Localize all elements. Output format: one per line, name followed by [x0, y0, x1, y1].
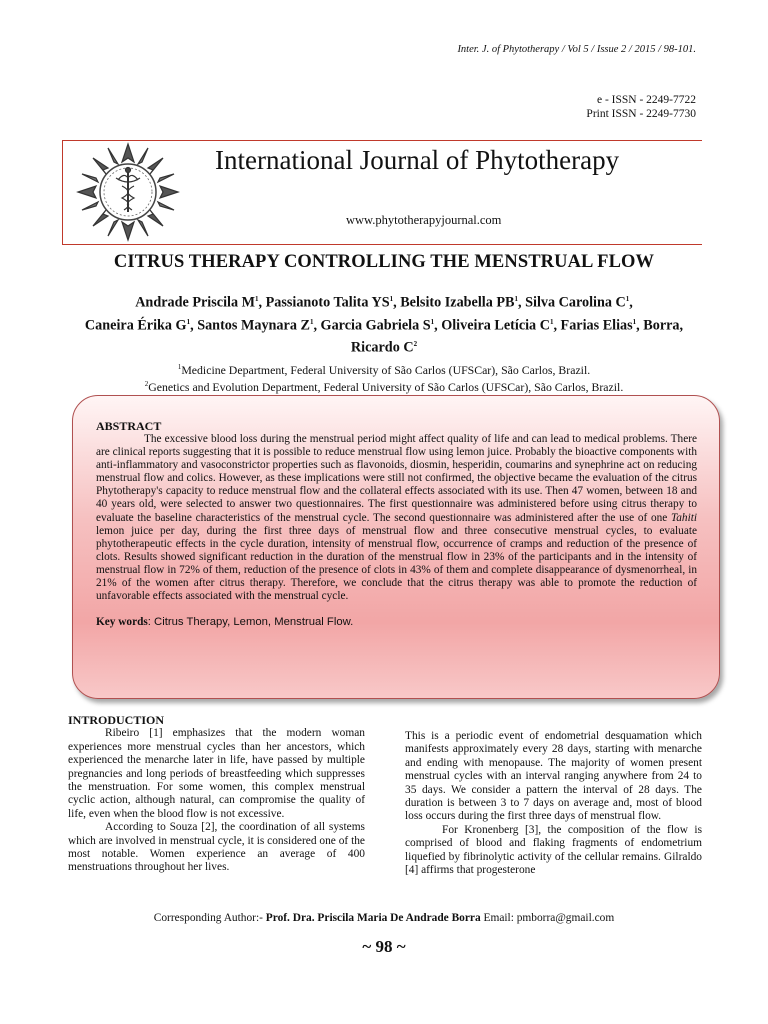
author-list: [60, 290, 708, 358]
author-name: Borra, Ricardo C: [350, 317, 684, 357]
author-name: Farias Elias: [560, 317, 633, 334]
corresponding-name: Prof. Dra. Priscila Maria De Andrade Borra: [265, 912, 481, 924]
caduceus-emblem-icon: [62, 140, 194, 244]
affiliation-1: [60, 360, 708, 377]
issn-block: [586, 93, 696, 121]
author-name: Passianoto Talita YS: [265, 294, 390, 311]
affiliation-marker: 2: [144, 379, 149, 388]
keywords: [96, 616, 697, 628]
affiliation-2: [60, 377, 708, 394]
author-affiliation-marker: 1: [389, 295, 394, 303]
right-column: [405, 730, 702, 877]
author-name: Santos Maynara Z: [197, 317, 310, 334]
abstract-italic-term: Tahiti: [671, 511, 697, 524]
author-name: Andrade Priscila M: [135, 294, 255, 311]
corresponding-label: Corresponding Author:-: [153, 912, 266, 924]
author-name: Caneira Érika G: [84, 317, 187, 334]
article-title: CITRUS THERAPY CONTROLLING THE MENSTRUAL FLOW: [113, 252, 655, 272]
author-line-2: Caneira Érika $G^1$, Santos Maynara $Z^1$, Garcia Gabriela $S^1$, Oliveira Letícia $C^1$, Farias Elias$^1$, Borra, Ricardo $C^2$: [84, 317, 684, 357]
author-affiliation-marker: 1: [625, 295, 630, 303]
author-affiliation-marker: 1: [309, 317, 314, 326]
eissn: e - ISSN - 2249-7722: [596, 94, 696, 106]
abstract-text-part: The excessive blood loss during the menstrual period might affect quality of life and can lead to medical problems. There are clinical reports suggesting that it is possible to reduce menstrual flow using lemon juice. Probably the bioactive components with anti-inflammatory and vasoconstrictor properties such as flavonoids, diosmin, hesperidin, coumarins and synephrine act on reducing menstrual flow and colics. However, as these implications were still not confirmed, the objective became the evaluation of the citrus Phytotherapy's capacity to reduce menstrual flow and the collateral effects associated with its use. Then 47 women, between 18 and 40 years old, were selected to answer two questionnaires. The first questionnaire was administered before using citrus therapy to evaluate the baseline characteristics of the menstrual cycle. The second questionnaire was administered after the use of one: [96, 433, 697, 524]
author-line-1: Andrade Priscila $M^1$, Passianoto Talita $YS^1$, Belsito Izabella $PB^1$, Silva Carolina $C^1$,: [135, 294, 633, 311]
author-name: Belsito Izabella PB: [400, 294, 515, 311]
header-rule-bottom: [62, 244, 702, 245]
abstract-heading: ABSTRACT: [96, 419, 162, 433]
journal-title: International Journal of Phytotherapy: [215, 145, 620, 175]
author-affiliation-marker: 1: [632, 317, 637, 326]
paragraph: For Kronenberg [3], the composition of the flow is comprised of blood and flaking fragments of endometrium liquefied by fibrinolytic activity of the cellular remains. Gilraldo [4] affirms that progesterone: [405, 823, 702, 877]
author-affiliation-marker: 1: [186, 317, 191, 326]
print-issn: Print ISSN - 2249-7730: [586, 108, 696, 120]
abstract-text: [96, 433, 697, 603]
paragraph: This is a periodic event of endometrial desquamation which manifests approximately every 28 days, starting with menarche and ending with menopause. The majority of women present menstrual cycles with an interval ranging anywhere from 24 to 35 days. We consider a pattern the interval of 28 days. The duration is between 3 to 7 days on average and, most of blood loss occurs during the first three days of menstrual flow.: [405, 730, 702, 823]
author-name: Silva Carolina C: [525, 294, 626, 311]
journal-reference: Inter. J. of Phytotherapy / Vol 5 / Issue 2 / 2015 / 98-101.: [457, 44, 696, 55]
author-affiliation-marker: 2: [413, 340, 418, 349]
author-name: Oliveira Letícia C: [441, 317, 550, 334]
paragraph: Ribeiro [1] emphasizes that the modern woman experiences more menstrual cycles than her ancestors, which experienced the menarche later in life, have passed by multiple pregnancies and long periods of breastfeeding which suppresses the menstruation. For some women, this complex menstrual cyclic action, although natural, can compromise the quality of life, even when the blood flow is not excessive.: [68, 727, 365, 820]
affiliation-text: Genetics and Evolution Department, Federal University of São Carlos (UFSCar), São Carlos, Brazil.: [148, 379, 624, 394]
affiliation-marker: 1: [177, 363, 182, 371]
corresponding-email[interactable]: Email: pmborra@gmail.com: [480, 912, 615, 924]
paragraph: According to Souza [2], the coordination of all systems which are involved in menstrual cycle, it is considered one of the most notable. Women experience an average of 400 menstruations throughout her lives.: [68, 821, 365, 874]
keywords-list: : Citrus Therapy, Lemon, Menstrual Flow.: [147, 616, 354, 629]
keywords-label: Key words: [96, 616, 148, 629]
author-affiliation-marker: 1: [254, 295, 259, 303]
author-affiliation-marker: 1: [514, 295, 519, 303]
page-number: ~ 98 ~: [362, 937, 406, 956]
abstract-box: [72, 395, 720, 699]
left-column: [68, 714, 365, 875]
abstract-text-part: lemon juice per day, during the first three days of menstrual flow and three consecutive menstrual cycles, to evaluate phytotherapeutic effects in the cycle duration, intensity of menstrual flow, occurrence of cramps and reduction of the presence of clots. Results showed significant reduction in the duration of the menstrual flow in 23% of the participants and in the intensity of menstrual flow in 72% of them, reduction of the presence of clots in 43% of them and complete disappearance of dysmenorrheal, in 21% of the women after citrus therapy. Therefore, we conclude that the citrus therapy was able to promote the reduction of unfavorable effects associated with the menstrual cycle.: [96, 524, 697, 603]
affiliation-text: Medicine Department, Federal University of São Carlos (UFSCar), São Carlos, Brazil.: [181, 362, 591, 377]
corresponding-author: [0, 912, 768, 924]
introduction-heading: INTRODUCTION: [68, 713, 165, 727]
author-affiliation-marker: 1: [430, 317, 435, 326]
author-name: Garcia Gabriela S: [320, 317, 431, 334]
author-affiliation-marker: 1: [549, 317, 554, 326]
journal-url[interactable]: www.phytotherapyjournal.com: [346, 213, 502, 227]
affiliations: [60, 360, 708, 394]
